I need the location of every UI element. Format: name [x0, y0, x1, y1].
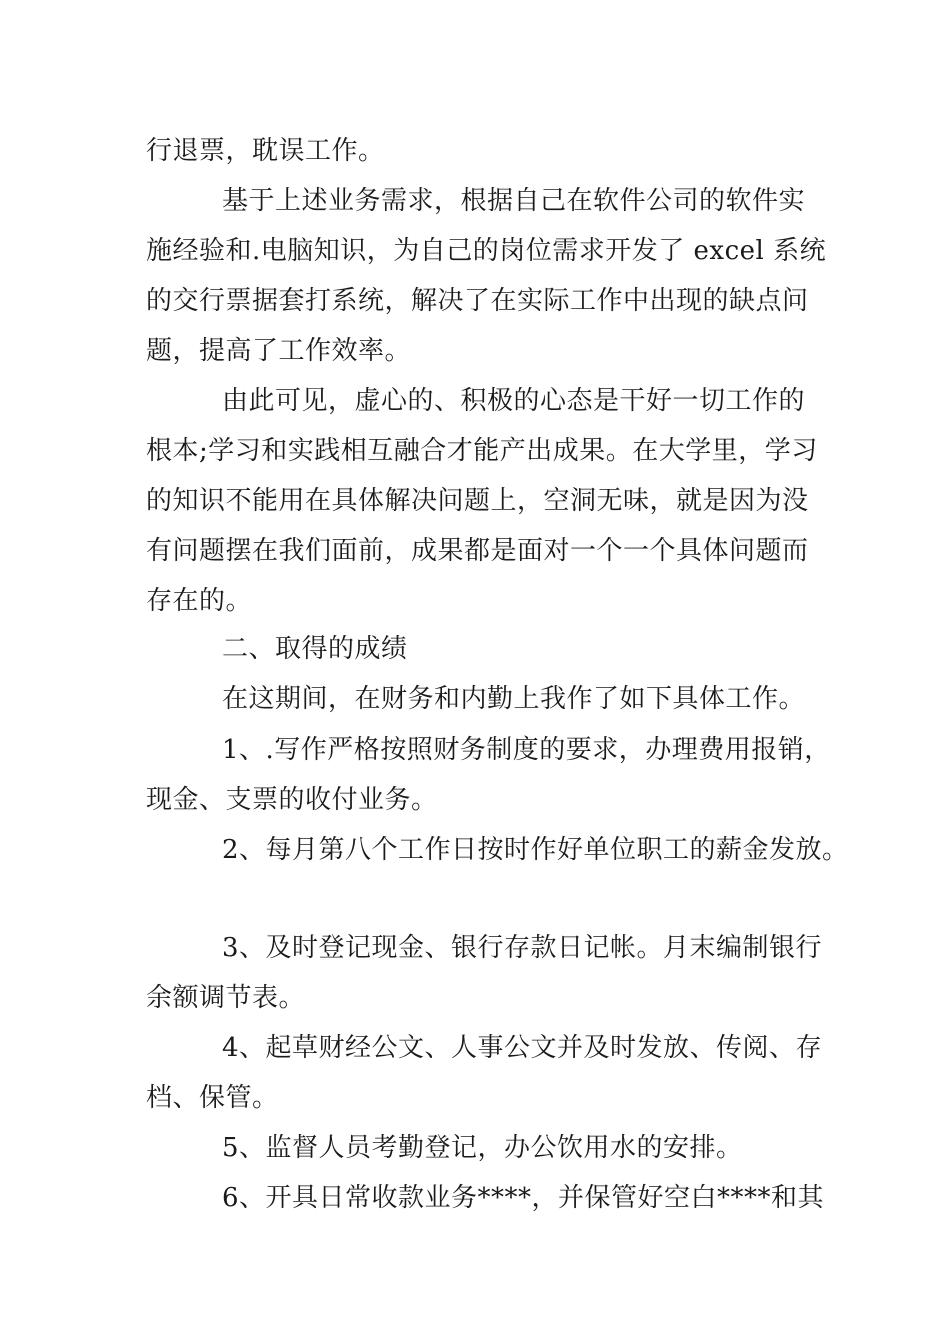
- text-line: 的知识不能用在具体解决问题上，空洞无味，就是因为没: [146, 486, 809, 516]
- paragraph-start-line: 基于上述业务需求，根据自己在软件公司的软件实: [222, 186, 806, 216]
- paragraph-start-line: 在这期间，在财务和内勤上我作了如下具体工作。: [222, 684, 806, 714]
- paragraph-start-line: 由此可见，虚心的、积极的心态是干好一切工作的: [222, 386, 806, 416]
- text-line: 行退票，耽误工作。: [146, 136, 385, 166]
- list-item-line: 3、及时登记现金、银行存款日记帐。月末编制银行: [222, 933, 823, 963]
- list-item-line: 5、监督人员考勤登记，办公饮用水的安排。: [222, 1133, 743, 1163]
- section-heading: 二、取得的成绩: [222, 634, 408, 664]
- text-line: 存在的。: [146, 586, 253, 616]
- list-item-line: 1、.写作严格按照财务制度的要求，办理费用报销，: [222, 735, 831, 765]
- text-line: 题，提高了工作效率。: [146, 336, 412, 366]
- list-item-line: 6、开具日常收款业务****，并保管好空白****和其: [222, 1183, 825, 1213]
- text-line: 余额调节表。: [146, 983, 306, 1013]
- text-line: 施经验和.电脑知识，为自己的岗位需求开发了 excel 系统: [146, 236, 827, 266]
- list-item-line: 2、每月第八个工作日按时作好单位职工的薪金发放。: [222, 835, 849, 865]
- text-line: 现金、支票的收付业务。: [146, 785, 438, 815]
- list-item-line: 4、起草财经公文、人事公文并及时发放、传阅、存: [222, 1033, 823, 1063]
- text-line: 档、保管。: [146, 1083, 279, 1113]
- text-line: 的交行票据套打系统，解决了在实际工作中出现的缺点问: [146, 286, 809, 316]
- text-line: 有问题摆在我们面前，成果都是面对一个一个具体问题而: [146, 536, 809, 566]
- text-line: 根本;学习和实践相互融合才能产出成果。在大学里，学习: [146, 436, 818, 466]
